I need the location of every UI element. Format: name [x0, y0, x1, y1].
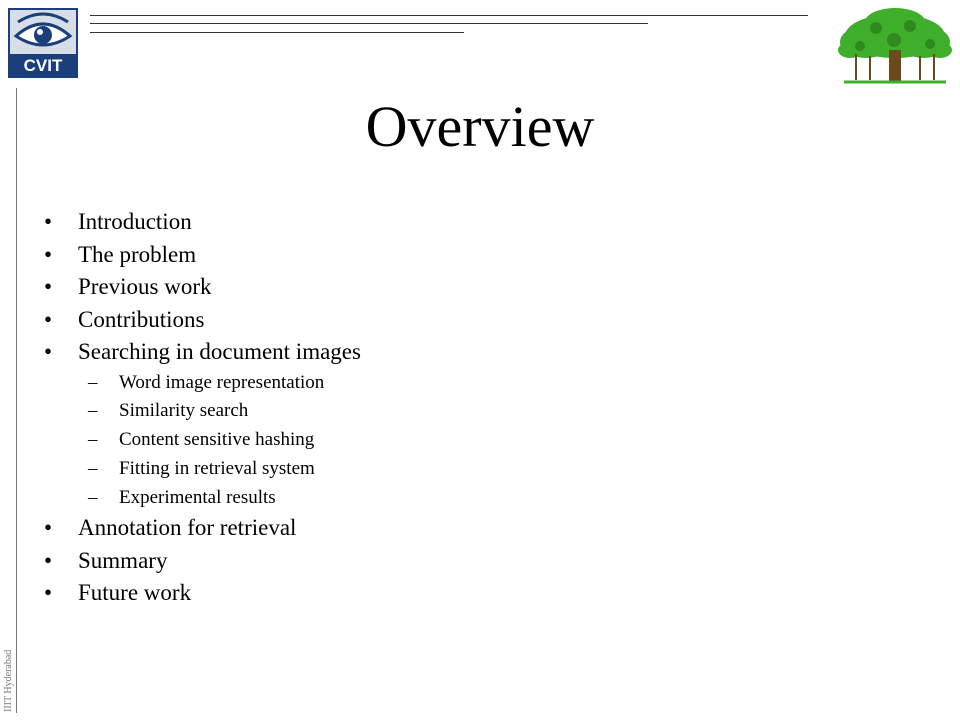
- bullet-text: The problem: [78, 241, 197, 267]
- bullet-text: Previous work: [78, 274, 212, 299]
- bullet-text: Contributions: [78, 306, 205, 332]
- left-rule: [16, 88, 17, 713]
- bullet-item: [44, 545, 361, 578]
- dash-marker: –: [88, 457, 98, 479]
- cvit-logo-text: CVIT: [23, 56, 63, 75]
- bullet-marker: •: [44, 274, 53, 299]
- bullet-item: [44, 512, 361, 545]
- bullet-text: Annotation for retrieval: [78, 515, 297, 541]
- bullet-marker: •: [44, 515, 53, 541]
- bullet-item: [44, 304, 361, 337]
- bullet-marker: •: [44, 339, 53, 364]
- bullet-item: [44, 577, 361, 610]
- tree-logo: [836, 6, 954, 84]
- bullet-marker: •: [44, 306, 53, 332]
- sub-bullet-item: [44, 484, 361, 513]
- bullet-marker: •: [44, 547, 53, 573]
- bullet-text: Word image representation: [119, 371, 325, 393]
- cvit-logo: [8, 8, 78, 78]
- sub-bullet-item: [44, 455, 361, 484]
- header-line-3: [90, 32, 464, 33]
- bullet-item: [44, 271, 361, 304]
- dash-marker: –: [88, 371, 98, 393]
- dash-marker: –: [88, 400, 98, 422]
- bullet-text: Fitting in retrieval system: [119, 457, 315, 479]
- header-line-1: [90, 15, 808, 16]
- bullet-text: Experimental results: [119, 486, 276, 508]
- sub-bullet-item: [44, 369, 361, 398]
- bullet-text: Content sensitive hashing: [119, 429, 315, 451]
- bullet-marker: •: [44, 209, 53, 234]
- bullet-text: Future work: [78, 580, 192, 606]
- header-line-2: [90, 23, 648, 24]
- sub-bullet-item: [44, 426, 361, 455]
- bullet-text: Summary: [78, 547, 168, 573]
- bullet-text: Similarity search: [119, 400, 249, 422]
- bullet-item: [44, 336, 361, 369]
- bullet-text: Introduction: [78, 209, 192, 234]
- bullet-item: [44, 206, 361, 239]
- bullet-list: [44, 206, 361, 610]
- dash-marker: –: [88, 429, 98, 451]
- bullet-marker: •: [44, 580, 53, 606]
- footer-institution: IIIT Hyderabad: [3, 649, 14, 712]
- dash-marker: –: [88, 486, 98, 508]
- bullet-marker: •: [44, 241, 53, 267]
- sub-bullet-item: [44, 397, 361, 426]
- slide-title: Overview: [365, 94, 595, 159]
- bullet-text: Searching in document images: [78, 339, 361, 364]
- eye-icon: [10, 10, 76, 76]
- bullet-item: [44, 239, 361, 272]
